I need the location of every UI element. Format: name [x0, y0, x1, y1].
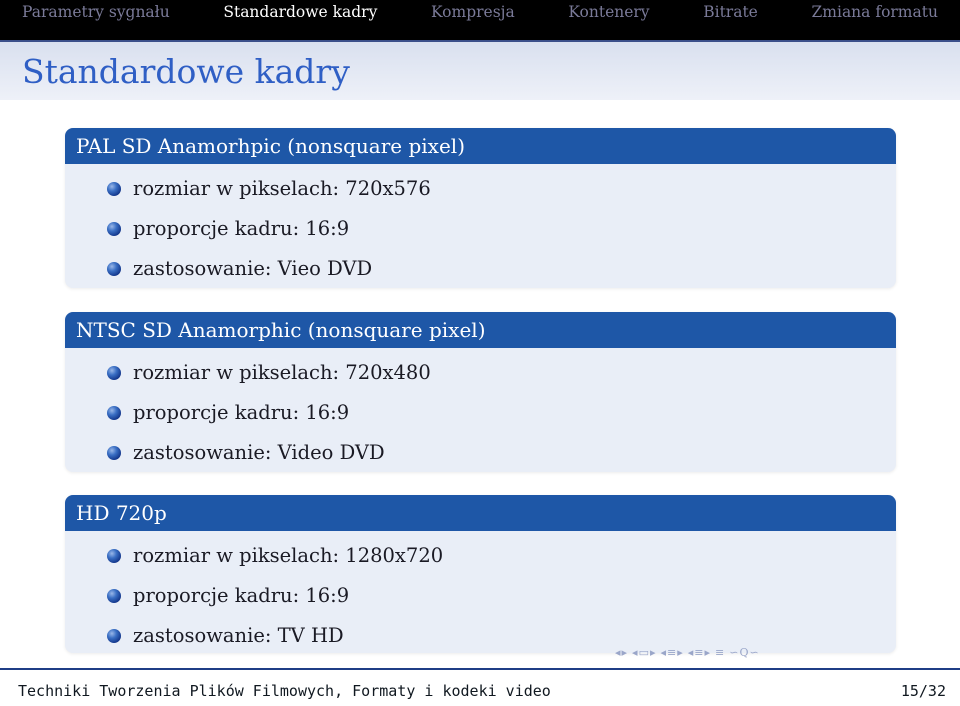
block-ntsc-sd	[65, 312, 896, 472]
list-item	[65, 353, 896, 393]
block-hd-720p	[65, 495, 896, 653]
align-icon[interactable]: ≡	[715, 646, 726, 659]
nav-item-parametry[interactable]: Parametry sygnału	[22, 3, 170, 21]
block-title: HD 720p	[65, 495, 896, 531]
list-item-text: zastosowanie: Video DVD	[133, 441, 385, 464]
list-item	[65, 616, 896, 653]
list-item-text: proporcje kadru: 16:9	[133, 584, 350, 607]
prev-section-icon[interactable]: ◂≡▸	[660, 646, 684, 659]
search-icon[interactable]: ∽Q∽	[729, 646, 760, 659]
prev-frame-icon[interactable]: ◂▭▸	[632, 646, 657, 659]
nav-item-bitrate[interactable]: Bitrate	[703, 3, 758, 21]
list-item-text: rozmiar w pikselach: 720x480	[133, 361, 431, 384]
list-item	[65, 433, 896, 472]
list-item-text: zastosowanie: Vieo DVD	[133, 257, 373, 280]
block-title: PAL SD Anamorhpic (nonsquare pixel)	[65, 128, 896, 164]
list-item	[65, 249, 896, 288]
bullet-icon	[107, 446, 121, 460]
list-item-text: zastosowanie: TV HD	[133, 624, 344, 647]
prev-subsection-icon[interactable]: ◂≡▸	[687, 646, 712, 659]
list-item	[65, 536, 896, 576]
bullet-icon	[107, 182, 121, 196]
bullet-icon	[107, 262, 121, 276]
bullet-icon	[107, 222, 121, 236]
list-item-text: rozmiar w pikselach: 1280x720	[133, 544, 444, 567]
nav-item-standardowe-kadry[interactable]: Standardowe kadry	[223, 3, 378, 21]
nav-item-kompresja[interactable]: Kompresja	[431, 3, 515, 21]
page-number: 15/32	[900, 682, 946, 700]
list-item	[65, 209, 896, 249]
list-item	[65, 576, 896, 616]
bullet-icon	[107, 366, 121, 380]
bullet-icon	[107, 589, 121, 603]
block-title: NTSC SD Anamorphic (nonsquare pixel)	[65, 312, 896, 348]
page-title: Standardowe kadry	[22, 52, 350, 91]
nav-item-kontenery[interactable]: Kontenery	[568, 3, 650, 21]
bullet-icon	[107, 629, 121, 643]
bullet-icon	[107, 406, 121, 420]
section-navigation	[0, 0, 960, 40]
footer-title: Techniki Tworzenia Plików Filmowych, Formaty i kodeki video	[18, 682, 551, 700]
list-item-text: rozmiar w pikselach: 720x576	[133, 177, 431, 200]
slide-navigation-controls	[615, 646, 760, 664]
first-slide-icon[interactable]: ◂▸	[615, 646, 629, 659]
bullet-icon	[107, 549, 121, 563]
list-item	[65, 169, 896, 209]
list-item	[65, 393, 896, 433]
list-item-text: proporcje kadru: 16:9	[133, 217, 350, 240]
block-pal-sd	[65, 128, 896, 288]
nav-item-zmiana-formatu[interactable]: Zmiana formatu	[811, 3, 938, 21]
list-item-text: proporcje kadru: 16:9	[133, 401, 350, 424]
